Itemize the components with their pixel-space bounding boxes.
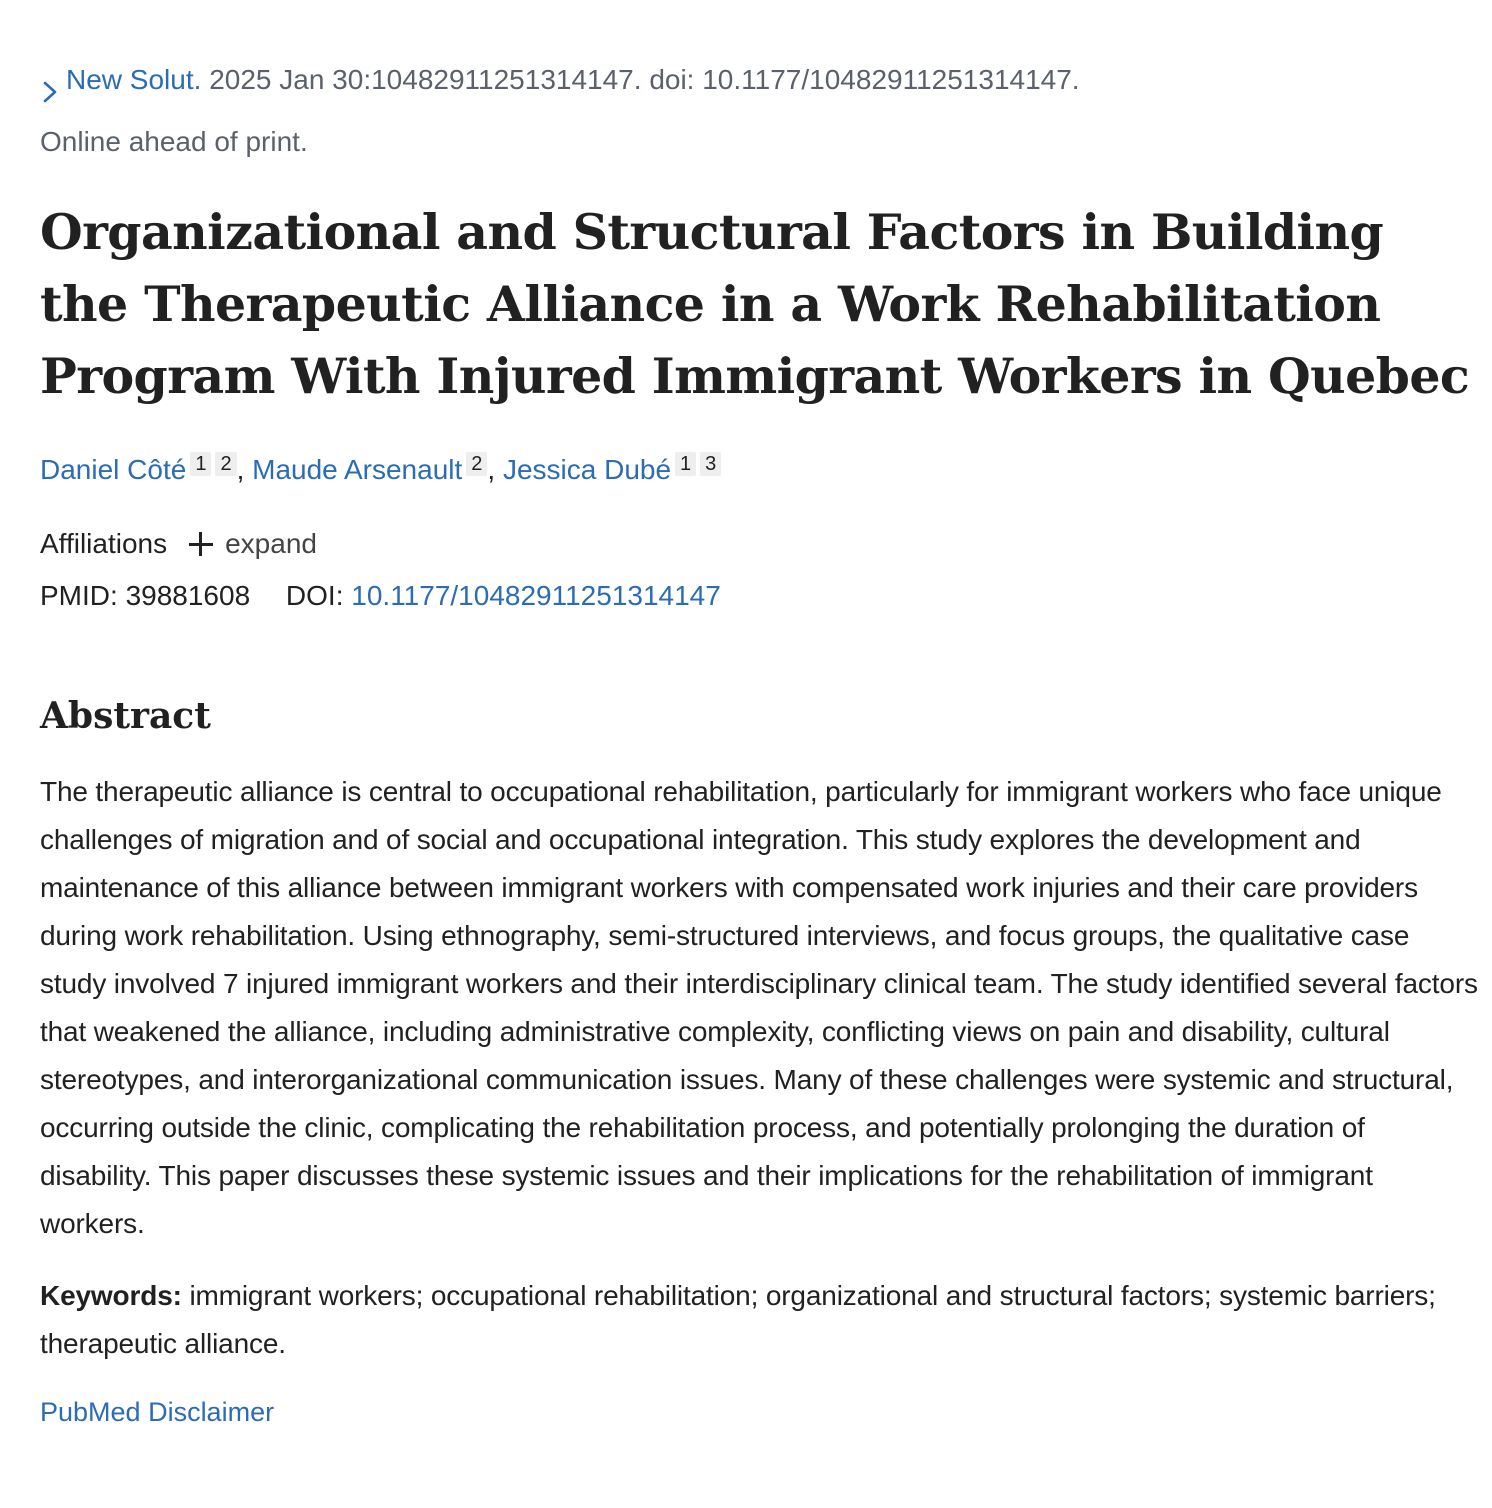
article-citation — [40, 56, 1472, 166]
affiliation-ref[interactable]: 2 — [466, 452, 487, 476]
publication-status: Online ahead of print. — [40, 126, 308, 157]
author-list — [40, 450, 1472, 490]
expand-affiliations-button[interactable] — [189, 524, 317, 564]
pmid-label: PMID: — [40, 580, 118, 611]
abstract-text: The therapeutic alliance is central to occupational rehabilitation, particularly for immigrant workers who face unique challenges of migration and of social and occupational integration. This study explores the development and maintenance of this alliance between immigrant workers with compensated work injuries and their care providers during work rehabilitation. Using ethnography, semi-structured interviews, and focus groups, the qualitative case study involved 7 injured immigrant workers and their interdisciplinary clinical team. The study identified several factors that weakened the alliance, including administrative complexity, conflicting views on pain and disability, cultural stereotypes, and interorganizational communication issues. Many of these challenges were systemic and structural, occurring outside the clinic, complicating the rehabilitation process, and potentially prolonging the duration of disability. This paper discusses these systemic issues and their implications for the rehabilitation of immigrant workers. — [40, 776, 1478, 1239]
article-title: Organizational and Structural Factors in Building the Therapeutic Alliance in a Work Rehabilitation Program With Injured Immigrant Workers in Quebec — [40, 203, 1470, 405]
author-separator: , — [236, 454, 245, 485]
affiliation-ref[interactable]: 2 — [215, 452, 236, 476]
author-separator: , — [487, 454, 496, 485]
keywords-text: immigrant workers; occupational rehabilitation; organizational and structural factors; systemic barriers; therapeutic alliance. — [40, 1280, 1436, 1359]
affiliations-label: Affiliations — [40, 528, 168, 559]
doi-label: DOI: — [285, 580, 344, 611]
keywords-label: Keywords: — [40, 1280, 182, 1311]
affiliation-ref[interactable]: 1 — [675, 452, 696, 476]
plus-icon — [189, 532, 213, 556]
keywords — [40, 1272, 1460, 1368]
citation-details: 2025 Jan 30:10482911251314147. doi: 10.1177/10482911251314147. — [209, 64, 1080, 95]
affiliation-ref[interactable]: 1 — [190, 452, 211, 476]
pubmed-disclaimer-link[interactable]: PubMed Disclaimer — [40, 1397, 275, 1427]
affiliations-row — [40, 524, 1472, 564]
author-link[interactable]: Jessica Dubé — [502, 454, 672, 485]
identifiers-row — [40, 576, 1472, 616]
author-link[interactable]: Maude Arsenault — [252, 454, 463, 485]
chevron-right-icon[interactable] — [40, 70, 66, 118]
journal-link[interactable]: New Solut. — [66, 64, 202, 95]
affiliation-ref[interactable]: 3 — [700, 452, 721, 476]
expand-label: expand — [225, 528, 317, 559]
author-link[interactable]: Daniel Côté — [40, 454, 187, 485]
doi-link[interactable]: 10.1177/10482911251314147 — [351, 580, 721, 611]
pmid-value: 39881608 — [125, 580, 251, 611]
abstract-heading: Abstract — [40, 695, 211, 737]
